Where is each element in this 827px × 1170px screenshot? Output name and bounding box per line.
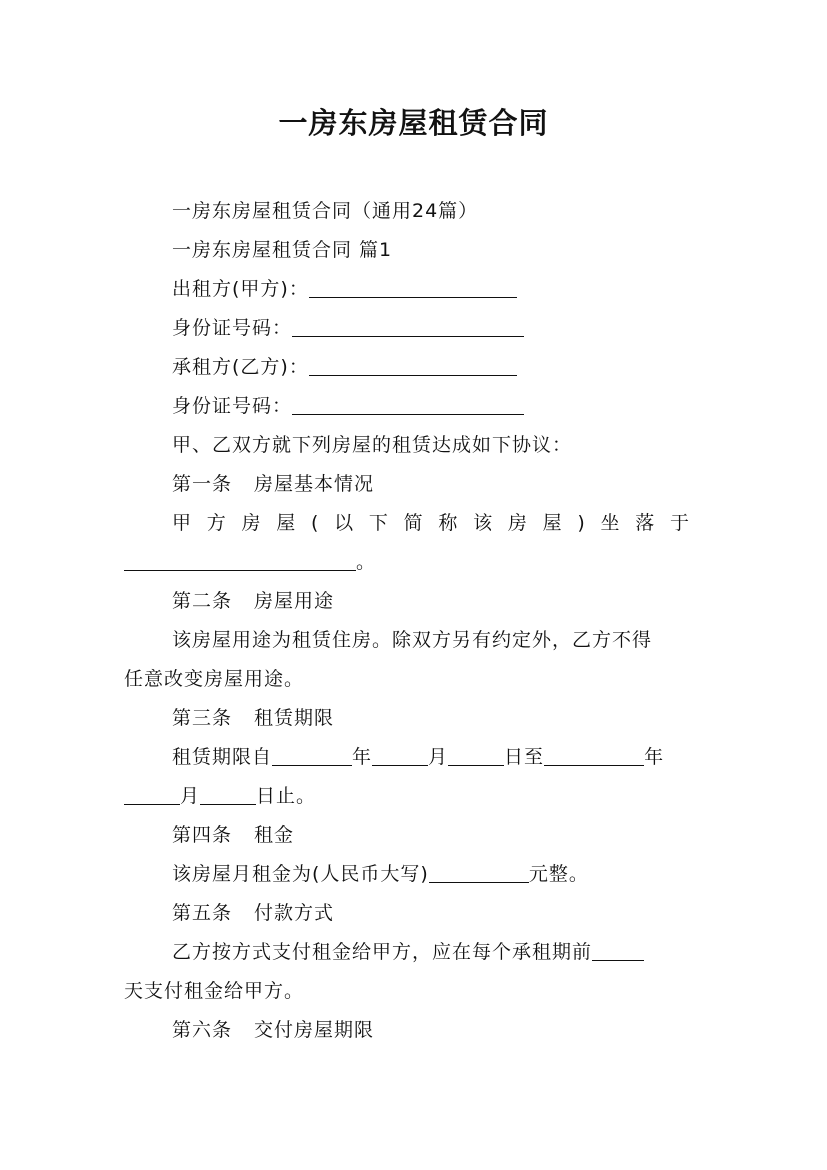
lessor-id-blank	[292, 312, 524, 337]
article-2-text-2: 任意改变房屋用途。	[124, 668, 305, 690]
subtitle-text: 一房东房屋租赁合同（通用24篇）	[172, 200, 479, 222]
payment-text-2: 天支付租金给甲方。	[124, 980, 305, 1002]
article-1-end: 。	[356, 551, 377, 573]
article-3-heading	[124, 699, 752, 738]
lessee-id-label: 身份证号码：	[172, 395, 293, 417]
article-2-number: 第二条	[172, 590, 233, 612]
lessee-label: 承租方(乙方)：	[172, 356, 309, 378]
end-month-label: 月	[180, 785, 201, 807]
section-heading	[124, 231, 752, 270]
article-5-text-line-1	[124, 933, 752, 972]
lessor-id-line	[124, 309, 752, 348]
start-month-blank	[372, 741, 428, 766]
lessor-blank	[309, 273, 517, 298]
article-2-text-line-1	[124, 621, 752, 660]
start-day-label: 日至	[504, 746, 545, 768]
agreement-line	[124, 426, 752, 465]
article-4-heading	[124, 816, 752, 855]
lessor-line	[124, 270, 752, 309]
article-2-text-line-2	[124, 660, 704, 699]
document-title: 一房东房屋租赁合同	[278, 106, 549, 140]
article-4-title: 租金	[254, 824, 295, 846]
article-3-title: 租赁期限	[254, 707, 335, 729]
start-month-label: 月	[428, 746, 449, 768]
start-year-label: 年	[352, 746, 373, 768]
lessee-line	[124, 348, 752, 387]
lessor-id-label: 身份证号码：	[172, 317, 293, 339]
article-1-address-line	[124, 543, 704, 582]
lessor-label: 出租方(甲方)：	[172, 278, 309, 300]
end-year-label: 年	[644, 746, 665, 768]
lessee-id-blank	[292, 390, 524, 415]
article-3-text-line-1	[124, 738, 752, 777]
end-day-blank	[200, 780, 256, 805]
start-year-blank	[272, 741, 352, 766]
article-1-heading	[124, 465, 752, 504]
article-3-number: 第三条	[172, 707, 233, 729]
article-2-title: 房屋用途	[254, 590, 335, 612]
end-day-label: 日止。	[256, 785, 317, 807]
article-1-number: 第一条	[172, 473, 233, 495]
rent-amount-blank	[429, 858, 529, 883]
article-5-number: 第五条	[172, 902, 233, 924]
article-2-heading	[124, 582, 752, 621]
agreement-text: 甲、乙双方就下列房屋的租赁达成如下协议：	[172, 434, 573, 456]
end-year-blank	[544, 741, 644, 766]
article-5-text-line-2	[124, 972, 704, 1011]
article-2-text-1: 该房屋用途为租赁住房。除双方另有约定外，乙方不得	[172, 629, 653, 651]
article-6-heading	[124, 1011, 752, 1050]
start-day-blank	[448, 741, 504, 766]
lessee-id-line	[124, 387, 752, 426]
rent-label: 该房屋月租金为(人民币大写)	[172, 863, 429, 885]
article-6-number: 第六条	[172, 1019, 233, 1041]
section-heading-text: 一房东房屋租赁合同 篇1	[172, 239, 393, 261]
payment-days-blank	[592, 936, 644, 961]
article-3-text-line-2	[124, 777, 704, 816]
article-4-text-line	[124, 855, 752, 894]
payment-text-1: 乙方按方式支付租金给甲方，应在每个承租期前	[172, 941, 593, 963]
article-1-title: 房屋基本情况	[254, 473, 375, 495]
article-5-heading	[124, 894, 752, 933]
lease-from-label: 租赁期限自	[172, 746, 273, 768]
rent-unit: 元整。	[528, 863, 589, 885]
article-4-number: 第四条	[172, 824, 233, 846]
article-5-title: 付款方式	[254, 902, 335, 924]
address-blank	[124, 546, 356, 571]
article-1-text: 甲方房屋(以下简称该房屋)坐落于	[172, 512, 704, 534]
end-month-blank	[124, 780, 180, 805]
article-1-text-line	[124, 504, 704, 543]
article-6-title: 交付房屋期限	[254, 1019, 375, 1041]
lessee-blank	[309, 351, 517, 376]
subtitle-line	[124, 192, 752, 231]
